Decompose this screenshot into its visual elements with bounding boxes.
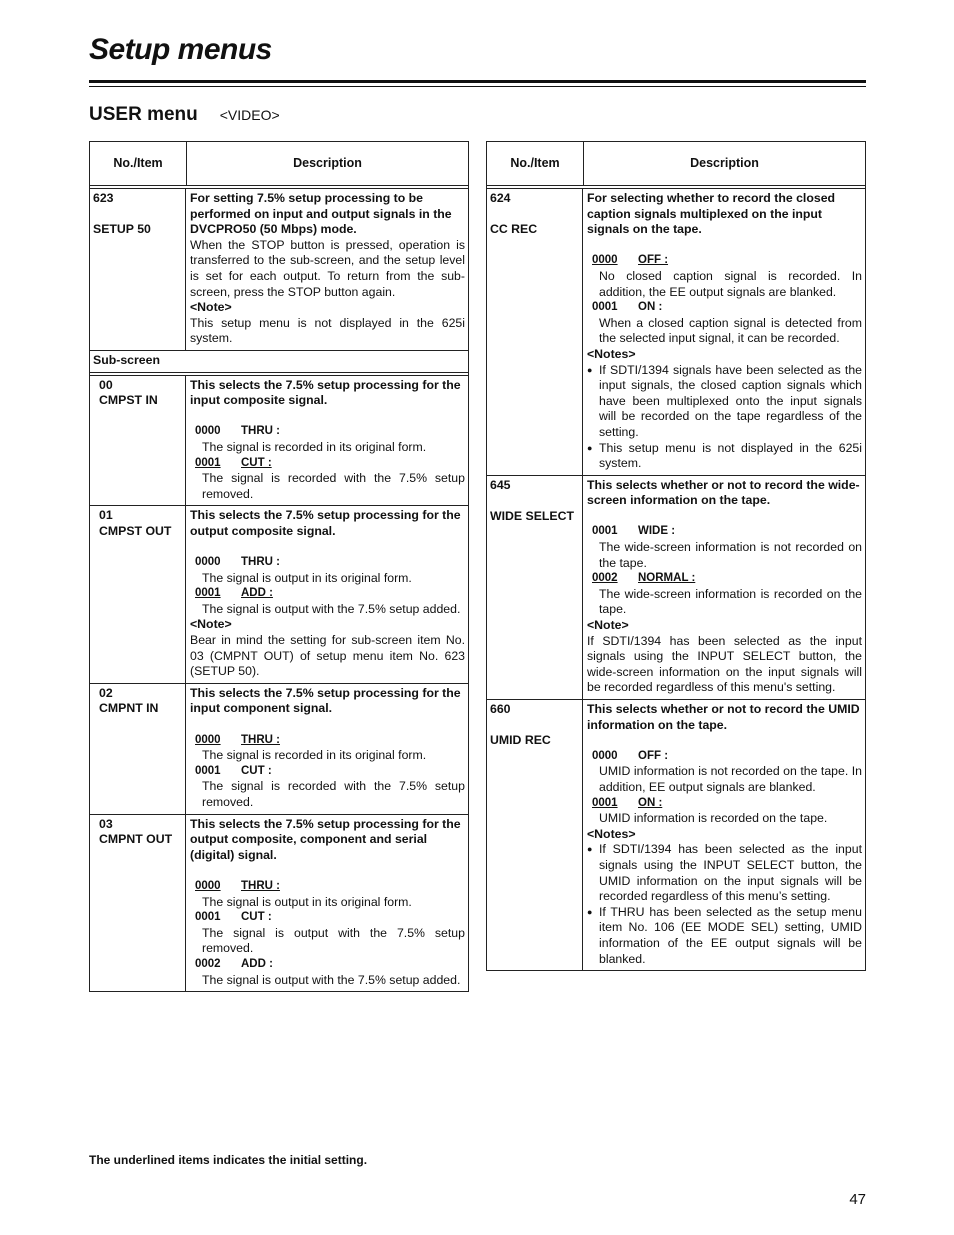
footer-note: The underlined items indicates the initial setting. — [89, 1153, 368, 1167]
title-rule — [89, 80, 866, 83]
header-no-item: No./Item — [487, 142, 584, 185]
item-number: 623 — [93, 191, 114, 205]
item-cell — [487, 189, 583, 475]
option-desc: The signal is recorded in its original form. — [202, 439, 427, 454]
bullet-icon: ● — [587, 364, 593, 375]
item-number: 624 — [490, 191, 511, 205]
option-desc: The wide-screen information is not recorded on the tape. — [599, 540, 862, 570]
option-desc: UMID information is recorded on the tape. — [599, 811, 828, 826]
note-bullet: ● This setup menu is not displayed in the 625i system. — [587, 440, 862, 471]
option-0000: 0000 THRU : — [195, 733, 280, 746]
notes-label: <Notes> — [587, 346, 636, 361]
table-header — [90, 142, 468, 186]
description-cell — [186, 506, 468, 683]
option-0000: 0000 THRU : — [195, 425, 280, 438]
subscreen-label: Sub-screen — [90, 351, 468, 373]
item-number: 645 — [490, 477, 511, 492]
item-name: CMPNT IN — [99, 701, 159, 716]
option-desc: The signal is recorded in its original form. — [202, 748, 427, 763]
item-name: CMPST OUT — [99, 523, 172, 538]
note-text: Bear in mind the setting for sub-screen item No. 03 (CMPNT OUT) of setup menu item No. 623 (SETUP 50). — [190, 633, 465, 679]
header-no-item: No./Item — [90, 142, 187, 185]
page-title: Setup menus — [89, 33, 272, 66]
description-cell — [186, 815, 468, 992]
note-bullet: ● If THRU has been selected as the setup menu item No. 106 (EE MODE SEL) setting, UMID information of the EE output signals will be blanked. — [587, 904, 862, 966]
description-cell — [186, 376, 468, 506]
description-cell — [186, 684, 468, 814]
menu-heading-sub: <VIDEO> — [219, 107, 280, 123]
option-0001: 0001 CUT : — [195, 764, 272, 777]
item-number: 00 — [99, 377, 113, 392]
table-header — [487, 142, 865, 186]
option-0002: 0002 ADD : — [195, 957, 273, 970]
bullet-icon: ● — [587, 906, 593, 917]
option-desc: The signal is output in its original form. — [202, 570, 412, 585]
page-number: 47 — [849, 1191, 866, 1208]
option-0001: 0001 ON : — [592, 796, 663, 809]
option-0002: 0002 NORMAL : — [592, 572, 696, 585]
item-number: 03 — [99, 816, 113, 831]
table-row-01 — [90, 506, 468, 684]
item-body: When the STOP button is pressed, operation is transferred to the sub-screen, and the setup level is set for each output. To return from the sub-screen, press the STOP button again. — [190, 237, 465, 299]
item-cell — [90, 815, 186, 992]
title-rule-thin — [89, 86, 866, 87]
option-0001: 0001 WIDE : — [592, 525, 676, 538]
item-lead: This selects the 7.5% setup processing for the input component signal. — [190, 685, 461, 716]
option-desc: The signal is output with the 7.5% setup added. — [202, 972, 461, 987]
option-0000: 0000 OFF : — [592, 254, 669, 267]
option-desc: The signal is recorded with the 7.5% setup removed. — [202, 471, 465, 501]
item-number: 02 — [99, 685, 113, 700]
item-cell — [90, 684, 186, 814]
option-desc: The wide-screen information is recorded on the tape. — [599, 586, 862, 617]
item-number: 660 — [490, 702, 511, 716]
header-description: Description — [690, 155, 759, 170]
option-desc: No closed caption signal is recorded. In addition, the EE output signals are blanked. — [599, 268, 862, 299]
item-number: 01 — [99, 508, 113, 523]
bullet-icon: ● — [587, 844, 593, 855]
table-row-660 — [487, 700, 865, 970]
item-cell — [90, 189, 186, 350]
note-label: <Note> — [587, 618, 629, 633]
option-0000: 0000 THRU : — [195, 879, 280, 892]
item-name: SETUP 50 — [93, 222, 151, 237]
item-lead: This selects whether or not to record the UMID information on the tape. — [587, 702, 860, 732]
description-cell — [583, 700, 865, 970]
description-cell — [186, 189, 468, 350]
item-cell — [90, 376, 186, 506]
item-lead: For setting 7.5% setup processing to be performed on input and output signals in the DVCPRO50 (50 Mbps) mode. — [190, 191, 452, 237]
table-row-00 — [90, 376, 468, 507]
item-name: WIDE SELECT — [490, 508, 575, 523]
option-0001: 0001 ADD : — [195, 587, 273, 600]
option-desc: UMID information is not recorded on the tape. In addition, EE output signals are blanked. — [599, 764, 862, 794]
item-cell — [487, 700, 583, 970]
notes-label: <Notes> — [587, 826, 636, 841]
bullet-icon: ● — [587, 442, 593, 453]
option-desc: The signal is output with the 7.5% setup removed. — [202, 925, 465, 956]
note-bullet: ● If SDTI/1394 signals have been selected as the input signals, the closed caption signals which have been multiplexed onto the input signals will be recorded on the tape regardless of the setting. — [587, 362, 862, 439]
option-0000: 0000 OFF : — [592, 749, 669, 762]
note-text: If SDTI/1394 has been selected as the input signals using the INPUT SELECT button, the wide-screen information on the input signals will be recorded regardless of this menu's setting. — [587, 633, 862, 695]
item-lead: This selects the 7.5% setup processing for the output composite, component and serial (digital) signal. — [190, 816, 461, 862]
item-name: CMPST IN — [99, 393, 158, 408]
item-lead: For selecting whether to record the closed caption signals multiplexed on the input signals on the tape. — [587, 191, 836, 237]
option-0001: 0001 CUT : — [195, 911, 272, 924]
item-lead: This selects the 7.5% setup processing for the input composite signal. — [190, 377, 461, 408]
menu-heading — [89, 104, 280, 126]
table-row-624 — [487, 189, 865, 476]
note-bullet: ● If SDTI/1394 has been selected as the input signals using the INPUT SELECT button, the UMID information on the input signals will be recorded regardless of this menu’s setting. — [587, 842, 862, 904]
menu-heading-title: USER menu — [89, 104, 198, 125]
table-row-02 — [90, 684, 468, 815]
item-name: CC REC — [490, 222, 538, 237]
table-row-623 — [90, 189, 468, 351]
item-name: UMID REC — [490, 733, 551, 748]
item-lead: This selects whether or not to record the wide-screen information on the tape. — [587, 477, 860, 508]
option-desc: The signal is recorded with the 7.5% setup removed. — [202, 779, 465, 809]
note-label: <Note> — [190, 617, 232, 632]
option-desc: The signal is output with the 7.5% setup added. — [202, 601, 461, 616]
description-cell — [583, 189, 865, 475]
note-text: This setup menu is not displayed in the 625i system. — [190, 315, 465, 346]
description-cell — [583, 476, 865, 699]
option-0001: 0001 ON : — [592, 301, 663, 314]
option-0000: 0000 THRU : — [195, 556, 280, 569]
item-cell — [90, 506, 186, 683]
item-lead: This selects the 7.5% setup processing for the output composite signal. — [190, 508, 461, 538]
option-desc: When a closed caption signal is detected from the selected input signal, it can be recorded. — [599, 315, 862, 346]
note-label: <Note> — [190, 300, 232, 315]
table-row-645 — [487, 476, 865, 700]
right-settings-table — [486, 141, 866, 971]
option-desc: The signal is output in its original form. — [202, 894, 412, 909]
option-0001: 0001 CUT : — [195, 456, 272, 469]
item-name: CMPNT OUT — [99, 832, 173, 847]
table-row-03 — [90, 815, 468, 992]
header-description: Description — [293, 155, 362, 170]
left-settings-table — [89, 141, 469, 992]
item-cell — [487, 476, 583, 699]
